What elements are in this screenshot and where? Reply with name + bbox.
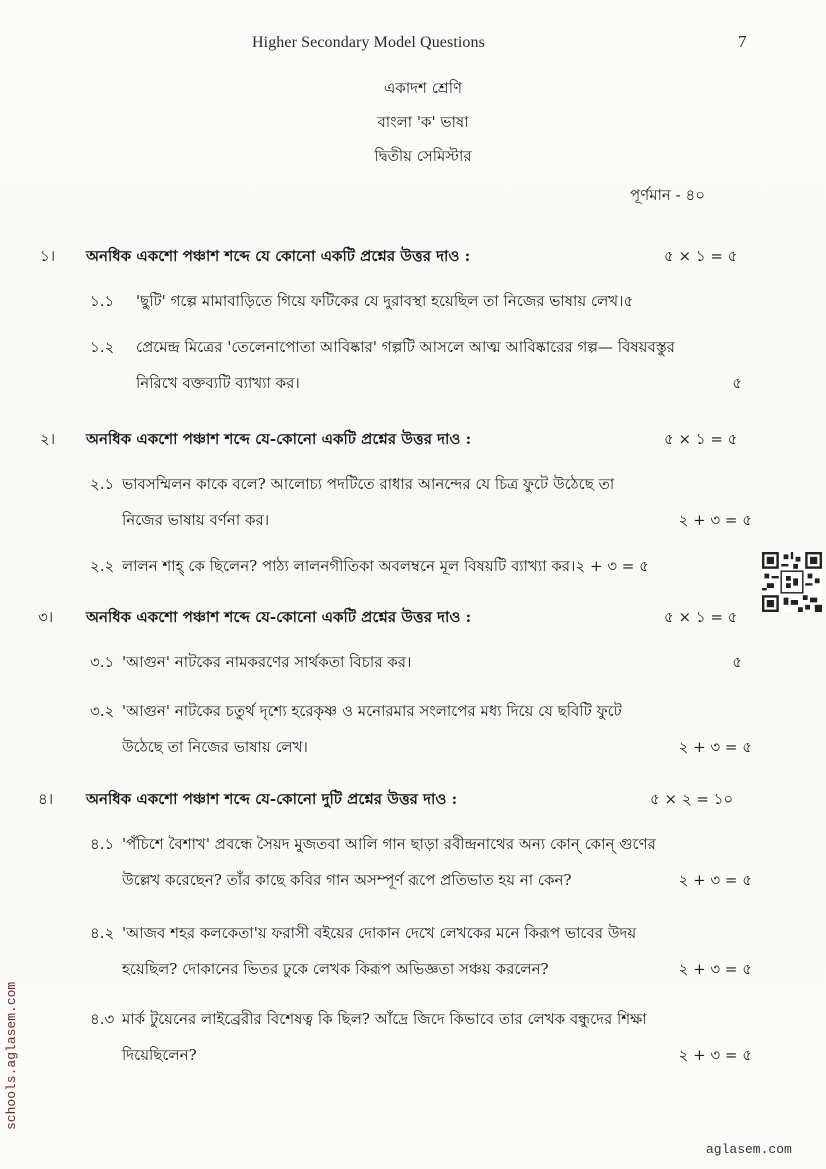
sub-question-text: 'আগুন' নাটকের নামকরণের সার্থকতা বিচার কর।	[122, 653, 412, 671]
question-instruction: অনধিক একশো পঞ্চাশ শব্দে যে-কোনো একটি প্রশ্নের উত্তর দাও :	[86, 430, 472, 448]
sub-question-marks: ২ + ৩ = ৫	[678, 871, 752, 889]
sub-question-marks: ৫	[732, 374, 742, 392]
subject-title-text: বাংলা 'ক' ভাষা	[377, 113, 469, 131]
sub-question-text: 'আগুন' নাটকের চতুর্থ দৃশ্যে হরেকৃষ্ণ ও মনোরমার সংলাপের মধ্য দিয়ে যে ছবিটি ফুটে	[122, 702, 622, 720]
sub-question-number: ২.১	[90, 475, 115, 493]
sub-question-marks: ২ + ৩ = ৫	[678, 511, 752, 529]
sub-question-number: ৪.১	[90, 835, 115, 853]
question-instruction: অনধিক একশো পঞ্চাশ শব্দে যে-কোনো একটি প্রশ্নের উত্তর দাও :	[86, 608, 472, 626]
sub-question-text: প্রেমেন্দ্র মিত্রের 'তেলেনাপোতা আবিষ্কার' গল্পটি আসলে আত্ম আবিষ্কারের গল্প— বিষয়বস্তুর	[136, 338, 675, 356]
sub-question-marks: ৫	[732, 653, 742, 671]
sub-question-marks: ২ + ৩ = ৫	[678, 738, 752, 756]
question-number: ৪।	[38, 790, 54, 808]
question-instruction: অনধিক একশো পঞ্চাশ শব্দে যে-কোনো দুটি প্রশ্নের উত্তর দাও :	[86, 790, 458, 808]
sub-question-text: ভাবসম্মিলন কাকে বলে? আলোচ্য পদটিতে রাধার আনন্দের যে চিত্র ফুটে উঠেছে তা	[122, 475, 615, 493]
semester-title-text: দ্বিতীয় সেমিস্টার	[374, 147, 472, 165]
sub-question-text-cont: নিজের ভাষায় বর্ণনা কর।	[122, 511, 270, 529]
sub-question-number: ২.২	[90, 557, 115, 575]
question-number: ১।	[40, 247, 56, 265]
sub-question-text-cont: দিয়েছিলেন?	[122, 1046, 197, 1064]
sub-question-text-cont: হয়েছিল? দোকানের ভিতর ঢুকে লেখক কিরূপ অভিজ্ঞতা সঞ্চয় করলেন?	[122, 960, 549, 978]
sub-question-text-cont: উঠেছে তা নিজের ভাষায় লেখ।	[122, 738, 308, 756]
sub-question-number: ৪.২	[90, 924, 115, 942]
question-marks: ৫ × ১ = ৫	[664, 430, 738, 448]
question-number: ২।	[40, 430, 56, 448]
question-marks: ৫ × ১ = ৫	[664, 608, 738, 626]
sub-question-text-cont: উল্লেখ করেছেন? তাঁর কাছে কবির গান অসম্পূর্ণ রূপে প্রতিভাত হয় না কেন?	[122, 871, 572, 889]
question-marks: ৫ × ১ = ৫	[664, 247, 738, 265]
sub-question-text: 'পঁচিশে বৈশাখ' প্রবন্ধে সৈয়দ মুজতবা আলি গান ছাড়া রবীন্দ্রনাথের অন্য কোন্ কোন্ গুণের	[122, 835, 656, 853]
sub-question-text: মার্ক টুয়েনের লাইব্রেরীর বিশেষত্ব কি ছিল? আঁদ্রে জিদে কিভাবে তার লেখক বন্ধুদের শিক্ষা	[122, 1010, 647, 1028]
semester-title	[0, 145, 826, 170]
sub-question-marks: ২ + ৩ = ৫	[678, 1046, 752, 1064]
question-instruction: অনধিক একশো পঞ্চাশ শব্দে যে কোনো একটি প্রশ্নের উত্তর দাও :	[86, 247, 471, 265]
running-title: Higher Secondary Model Questions	[252, 34, 485, 51]
question-number: ৩।	[38, 608, 54, 626]
class-title-text: একাদশ শ্রেণি	[383, 79, 463, 97]
footer-watermark: aglasem.com	[706, 1142, 792, 1157]
sub-question-number: ৩.২	[90, 702, 115, 720]
page-number: 7	[738, 32, 747, 51]
subject-title	[0, 111, 826, 136]
class-title	[0, 77, 826, 102]
full-marks: পূর্ণমান - ৪০	[630, 186, 705, 204]
sub-question-marks: ২ + ৩ = ৫	[678, 960, 752, 978]
sub-question-text: 'আজব শহর কলকেতা'য় ফরাসী বইয়ের দোকান দেখে লেখকের মনে কিরূপ ভাবের উদয়	[122, 924, 637, 942]
sub-question-number: ৩.১	[90, 653, 115, 671]
sub-question-text: 'ছুটি' গল্পে মামাবাড়িতে গিয়ে ফটিকের যে দুরাবস্থা হয়েছিল তা নিজের ভাষায় লেখ।৫	[136, 292, 634, 310]
question-marks: ৫ × ২ = ১০	[650, 790, 734, 808]
sub-question-number: ৪.৩	[90, 1010, 115, 1028]
sub-question-number: ১.১	[90, 292, 115, 310]
side-watermark: schools.aglasem.com	[4, 981, 19, 1130]
qr-code-icon[interactable]	[762, 552, 822, 612]
sub-question-text: লালন শাহ্ কে ছিলেন? পাঠ্য লালনগীতিকা অবলম্বনে মূল বিষয়টি ব্যাখ্যা কর।২ + ৩ = ৫	[122, 557, 649, 575]
sub-question-number: ১.২	[90, 338, 115, 356]
sub-question-text-cont: নিরিখে বক্তব্যটি ব্যাখ্যা কর।	[136, 374, 300, 392]
